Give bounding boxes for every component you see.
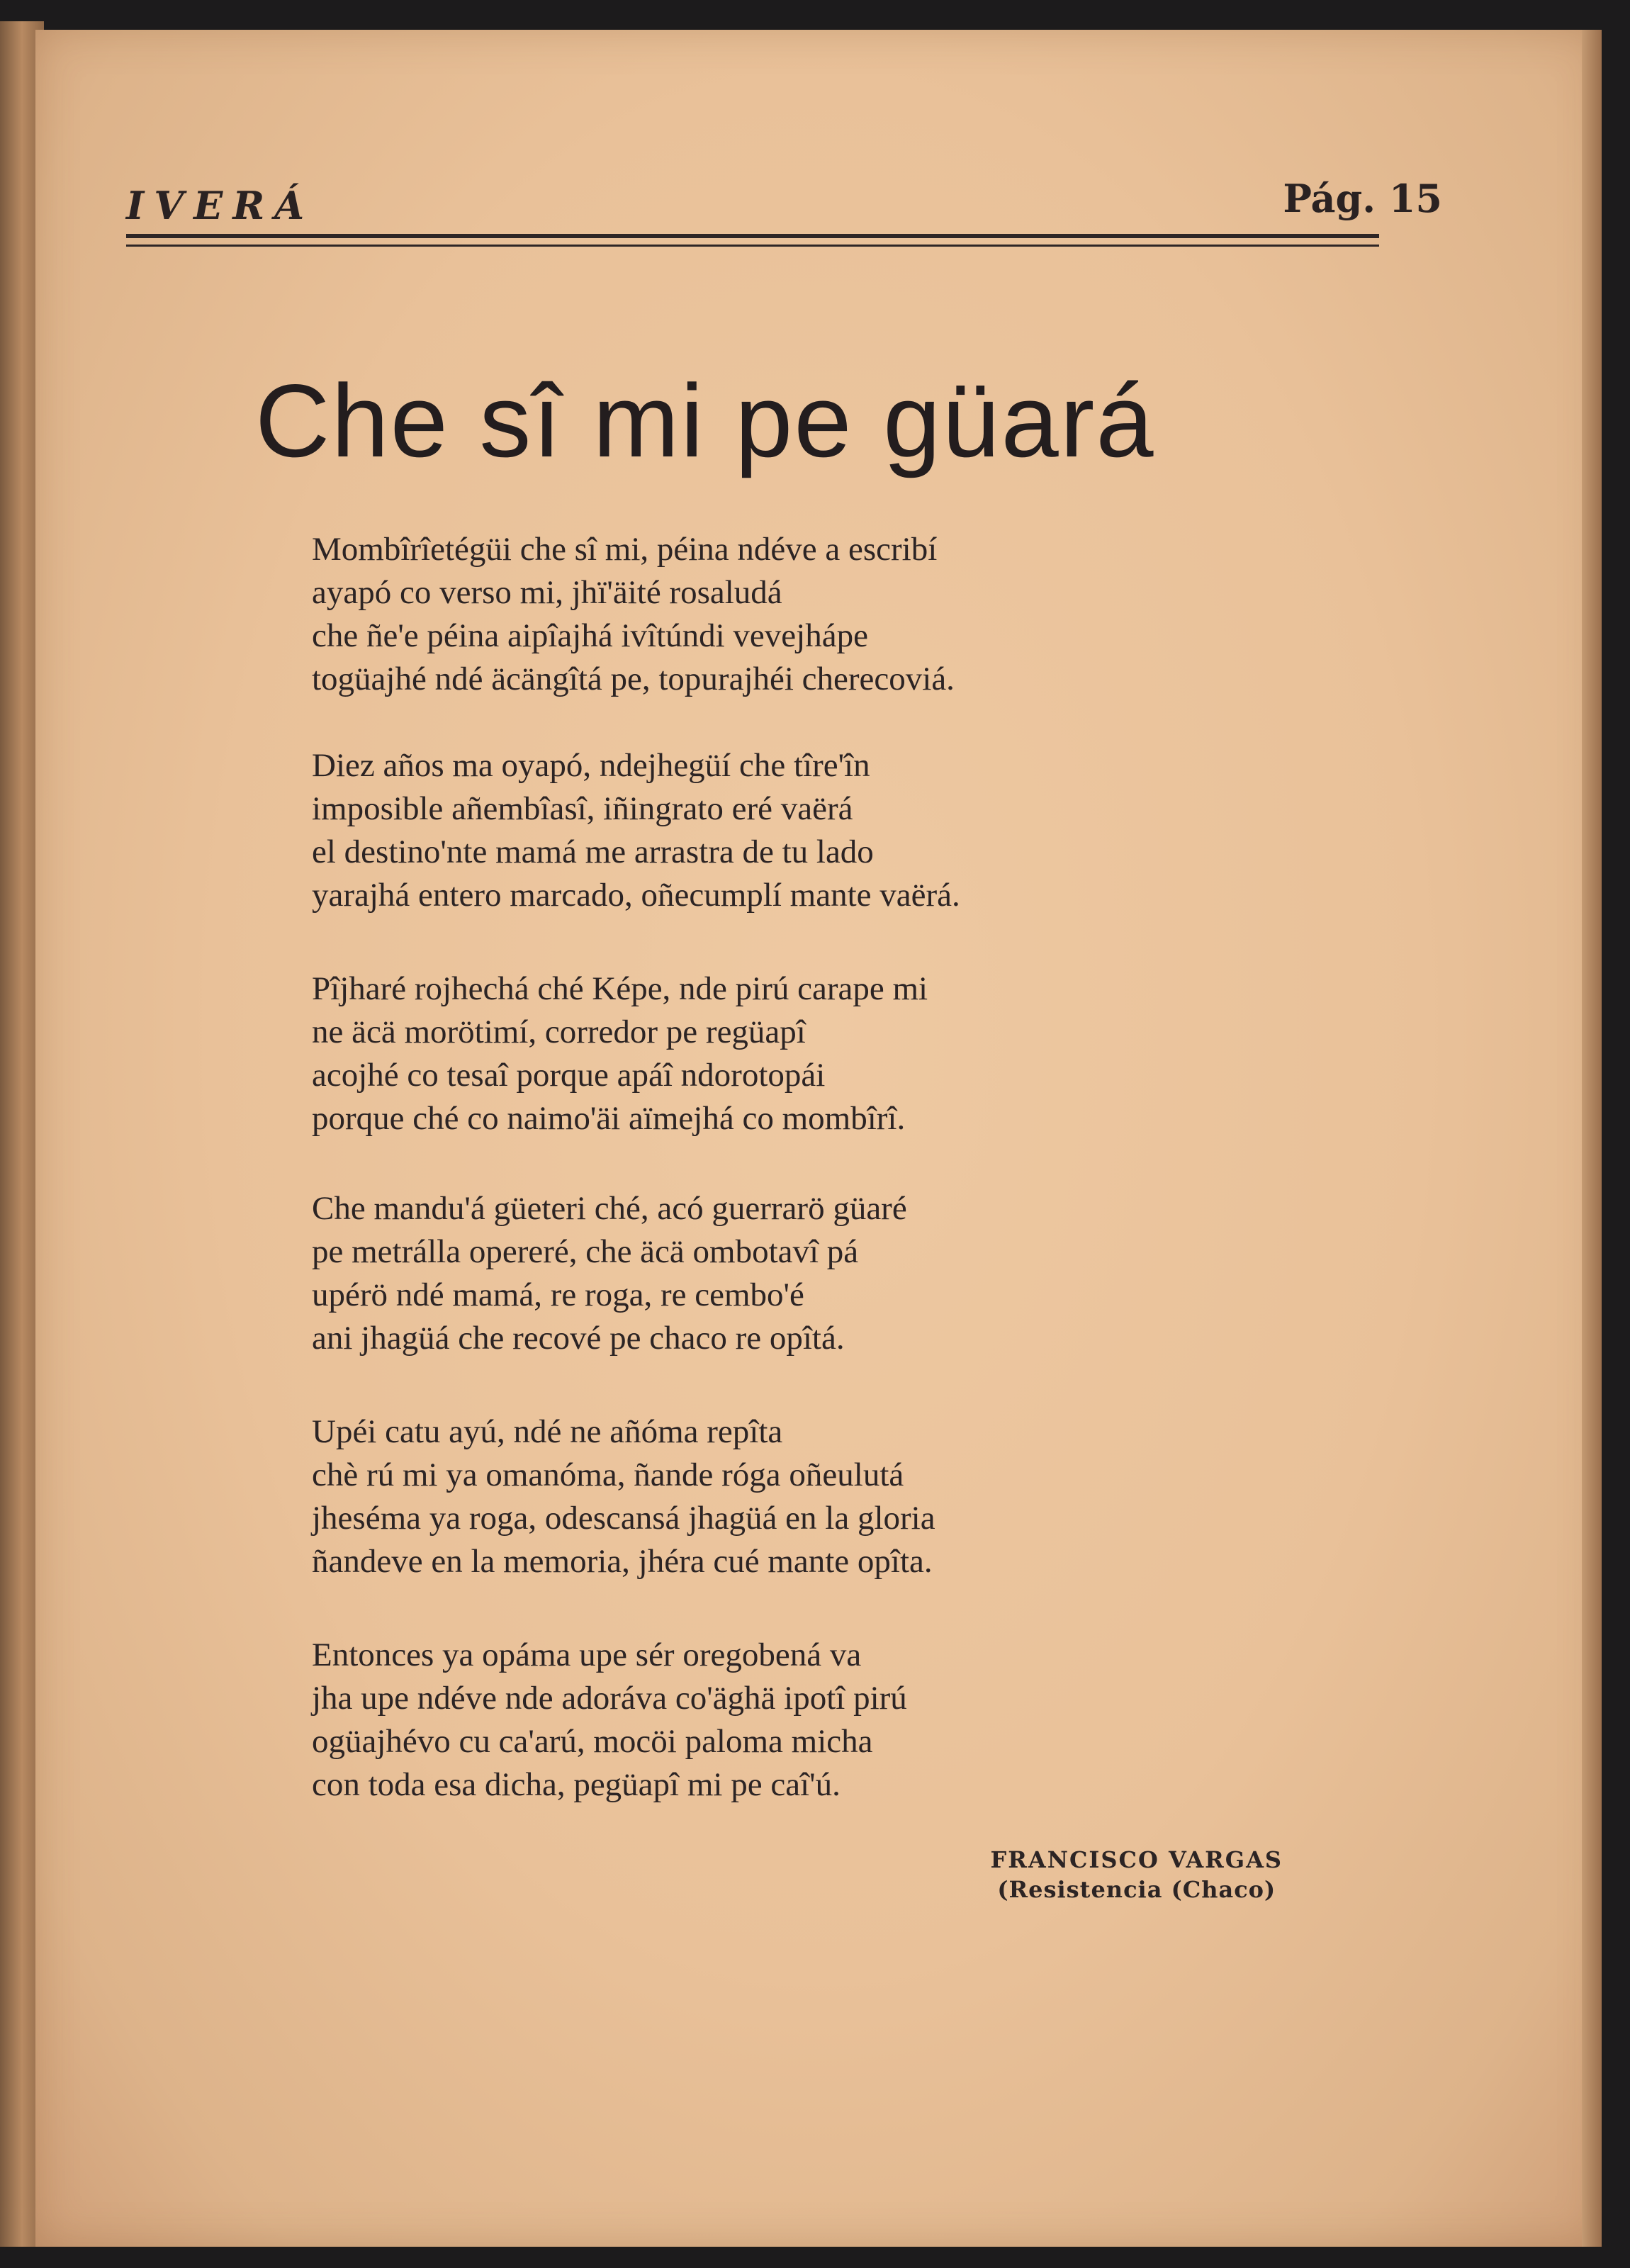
author-signature [991,1846,1283,1903]
stanza-1 [312,528,955,701]
verse-line: el destino'nte mamá me arrastra de tu lado [312,833,874,870]
verse-line: upérö ndé mamá, re roga, re cembo'é [312,1276,804,1313]
stanza-4 [312,1187,907,1360]
verse-line: togüajhé ndé äcängîtá pe, topurajhéi cherecoviá. [312,661,955,697]
header-rule-thick [126,234,1379,238]
verse-line: ayapó co verso mi, jhï'äité rosaludá [312,574,782,611]
verse-line: ogüajhévo cu ca'arú, mocöi paloma micha [312,1723,873,1760]
poem-title: Che sî mi pe güará [255,363,1155,478]
verse-line: Mombîrîetégüi che sî mi, péina ndéve a escribí [312,531,938,568]
verse-line: che ñe'e péina aipîajhá ivîtúndi vevejhápe [312,617,868,654]
verse-line: Diez años ma oyapó, ndejhegüí che tîre'în [312,747,870,784]
verse-line: ani jhagüá che recové pe chaco re opîtá. [312,1320,845,1357]
stanza-6 [312,1634,907,1807]
verse-line: imposible añembîasî, iñingrato eré vaërá [312,790,853,827]
verse-line: Upéi catu ayú, ndé ne añóma repîta [312,1413,783,1450]
verse-line: jheséma ya roga, odescansá jhagüá en la gloria [312,1500,935,1537]
page-number: Pág. 15 [1283,176,1442,221]
verse-line: Entonces ya opáma upe sér oregobená va [312,1637,862,1673]
stanza-5 [312,1410,935,1583]
verse-line: porque ché co naimo'äi aïmejhá co mombîrî. [312,1100,906,1137]
verse-line: acojhé co tesaî porque apáî ndorotopái [312,1057,826,1094]
stanza-3 [312,967,928,1140]
verse-line: con toda esa dicha, pegüapî mi pe caî'ú. [312,1766,841,1803]
verse-line: ne äcä morötimí, corredor pe regüapî [312,1014,806,1050]
verse-line: jha upe ndéve nde adoráva co'äghä ipotî pirú [312,1680,907,1717]
page-edge [1582,30,1602,2247]
stanza-2 [312,744,960,917]
publication-title: IVERÁ [126,183,315,228]
author-name: FRANCISCO VARGAS [990,1846,1283,1873]
header-rule-thin [126,245,1379,247]
author-place: (Resistencia (Chaco) [997,1876,1276,1903]
verse-line: yarajhá entero marcado, oñecumplí mante vaërá. [312,877,960,914]
verse-line: Che mandu'á güeteri ché, acó guerrarö güaré [312,1190,907,1227]
verse-line: pe metrálla opereré, che äcä ombotavî pá [312,1233,859,1270]
verse-line: ñandeve en la memoria, jhéra cué mante opîta. [312,1543,933,1580]
verse-line: chè rú mi ya omanóma, ñande róga oñeulutá [312,1456,904,1493]
verse-line: Pîjharé rojhechá ché Képe, nde pirú carape mi [312,970,928,1007]
